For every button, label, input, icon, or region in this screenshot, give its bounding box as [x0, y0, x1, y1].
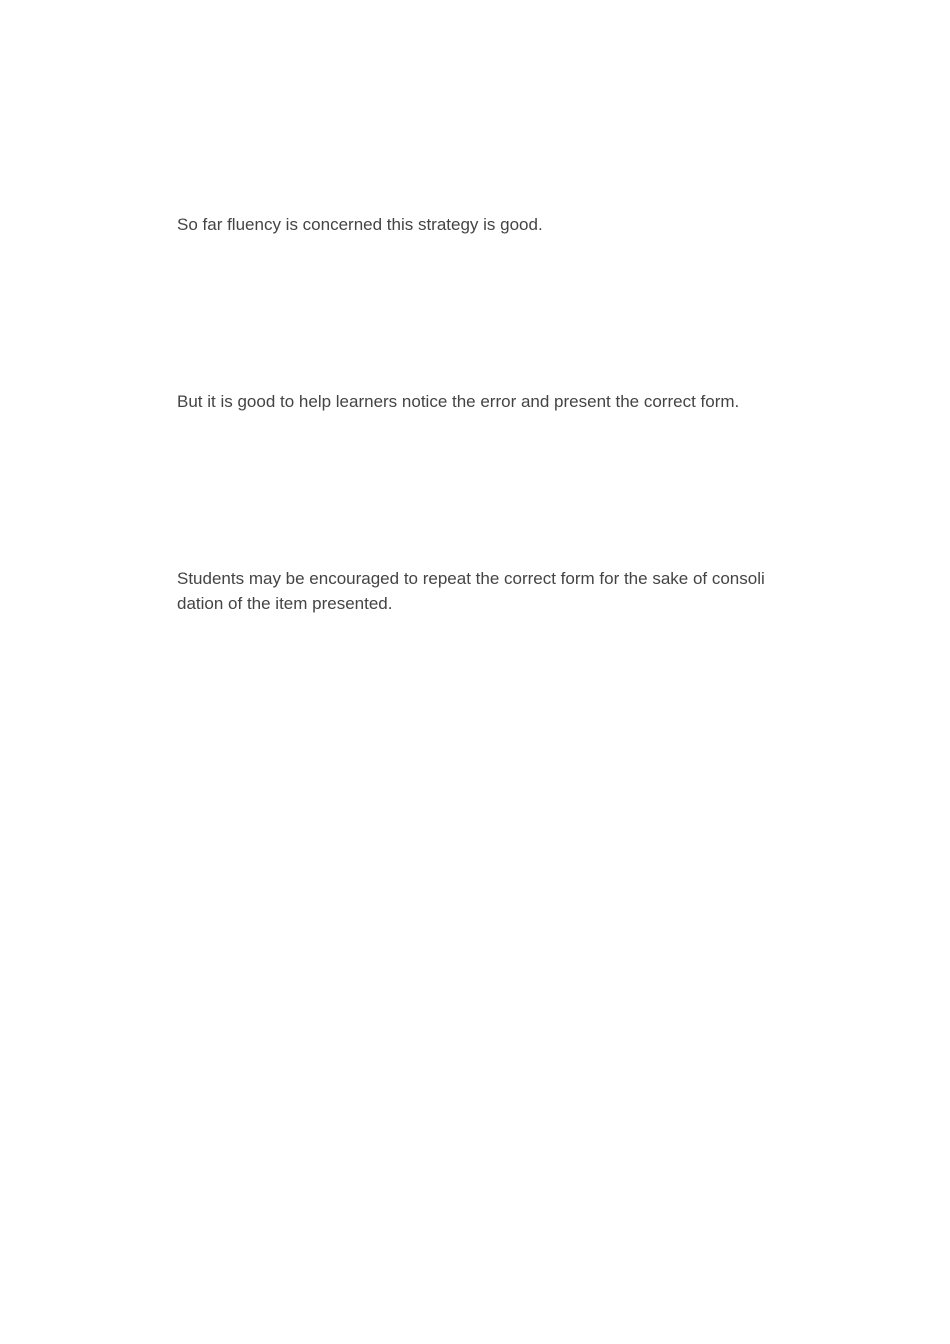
paragraph-line: So far fluency is concerned this strategy is good. — [177, 215, 543, 234]
paragraph-line: But it is good to help learners notice the error and present the correct form. — [177, 392, 740, 411]
paragraph-line: Students may be encouraged to repeat the correct form for the sake of consoli — [177, 569, 765, 588]
paragraph-repeat-correct-form — [177, 566, 777, 616]
paragraph-line: dation of the item presented. — [177, 594, 393, 613]
paragraph-fluency-strategy — [177, 212, 777, 237]
paragraph-notice-error — [177, 389, 777, 414]
